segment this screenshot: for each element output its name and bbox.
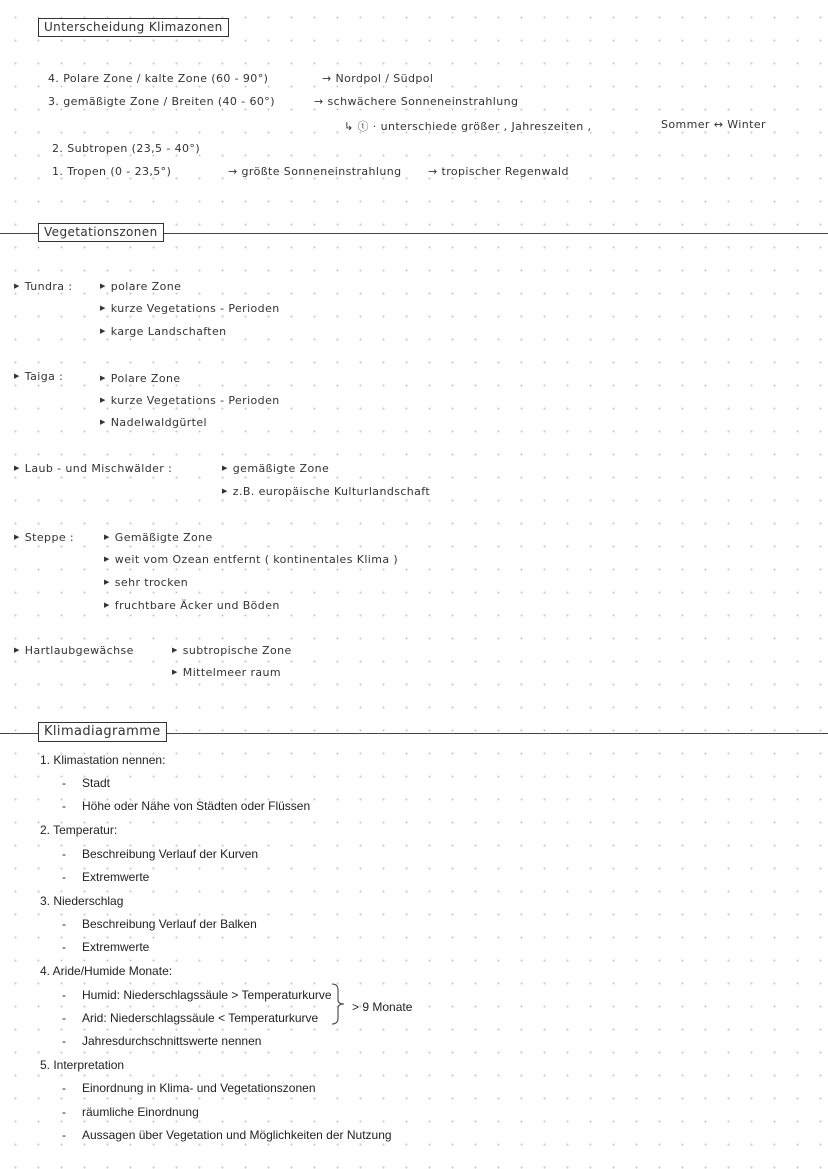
tundra-item: ▶ kurze Vegetations - Perioden bbox=[100, 302, 280, 315]
zone-3-sub: ↳ ⓣ · unterschiede größer , Jahreszeiten , bbox=[344, 120, 592, 133]
steppe-label: ▶ Steppe : bbox=[14, 531, 74, 544]
steppe-item: ▶ Gemäßigte Zone bbox=[104, 531, 213, 544]
zone-3-sub-seasons: Sommer ↔ Winter bbox=[661, 118, 766, 131]
triangle-icon: ▶ bbox=[104, 578, 110, 586]
triangle-icon: ▶ bbox=[222, 487, 228, 495]
list-item: Arid: Niederschlagssäule < Temperaturkurve bbox=[82, 1011, 319, 1025]
zone-3-line: 3. gemäßigte Zone / Breiten (40 - 60°) bbox=[48, 95, 275, 108]
vegetation-title: Vegetationszonen bbox=[44, 225, 158, 239]
triangle-icon: ▶ bbox=[100, 304, 106, 312]
list-item: Beschreibung Verlauf der Kurven bbox=[82, 847, 259, 861]
heading-niederschlag: 3. Niederschlag bbox=[40, 894, 124, 908]
dash: - bbox=[62, 1128, 66, 1142]
dash: - bbox=[62, 1034, 66, 1048]
taiga-item: ▶ Nadelwaldgürtel bbox=[100, 416, 207, 429]
dash: - bbox=[62, 988, 66, 1002]
triangle-icon: ▶ bbox=[14, 646, 20, 654]
taiga-label: ▶ Taiga : bbox=[14, 370, 64, 383]
triangle-icon: ▶ bbox=[100, 374, 106, 382]
zone-1-arrow: → größte Sonneneinstrahlung bbox=[228, 165, 402, 178]
list-item: Höhe oder Nähe von Städten oder Flüssen bbox=[82, 799, 311, 813]
list-item: Extremwerte bbox=[82, 870, 150, 884]
tundra-item: ▶ polare Zone bbox=[100, 280, 182, 293]
heading-klimastation: 1. Klimastation nennen: bbox=[40, 753, 166, 767]
taiga-item: ▶ Polare Zone bbox=[100, 372, 181, 385]
triangle-icon: ▶ bbox=[14, 464, 20, 472]
laub-item: ▶ gemäßigte Zone bbox=[222, 462, 330, 475]
tundra-item: ▶ karge Landschaften bbox=[100, 325, 227, 338]
triangle-icon: ▶ bbox=[100, 282, 106, 290]
dash: - bbox=[62, 940, 66, 954]
list-item: Aussagen über Vegetation und Möglichkeiten der Nutzung bbox=[82, 1128, 392, 1142]
list-item: Jahresdurchschnittswerte nennen bbox=[82, 1034, 262, 1048]
curly-brace-icon bbox=[330, 982, 346, 1026]
heading-temperatur: 2. Temperatur: bbox=[40, 823, 118, 837]
hartlaub-label: ▶ Hartlaubgewächse bbox=[14, 644, 134, 657]
triangle-icon: ▶ bbox=[100, 396, 106, 404]
hartlaub-item: ▶ subtropische Zone bbox=[172, 644, 292, 657]
triangle-icon: ▶ bbox=[14, 533, 20, 541]
triangle-icon: ▶ bbox=[100, 327, 106, 335]
triangle-icon: ▶ bbox=[14, 282, 20, 290]
dash: - bbox=[62, 799, 66, 813]
dash: - bbox=[62, 1011, 66, 1025]
steppe-item: ▶ weit vom Ozean entfernt ( kontinentales Klima ) bbox=[104, 553, 399, 566]
triangle-icon: ▶ bbox=[104, 601, 110, 609]
dash: - bbox=[62, 847, 66, 861]
triangle-icon: ▶ bbox=[222, 464, 228, 472]
dash: - bbox=[62, 776, 66, 790]
triangle-icon: ▶ bbox=[100, 418, 106, 426]
triangle-icon: ▶ bbox=[104, 533, 110, 541]
list-item: Extremwerte bbox=[82, 940, 150, 954]
klimadiagramme-title-box bbox=[38, 722, 167, 742]
klimadiagramme-title: Klimadiagramme bbox=[44, 724, 161, 739]
zone-4-line: 4. Polare Zone / kalte Zone (60 - 90°) bbox=[48, 72, 269, 85]
zone-1-line: 1. Tropen (0 - 23,5°) bbox=[52, 165, 172, 178]
zone-2-line: 2. Subtropen (23,5 - 40°) bbox=[52, 142, 201, 155]
klimazonen-title: Unterscheidung Klimazonen bbox=[44, 20, 223, 34]
laub-item: ▶ z.B. europäische Kulturlandschaft bbox=[222, 485, 431, 498]
triangle-icon: ▶ bbox=[14, 372, 20, 380]
list-item: Einordnung in Klima- und Vegetationszonen bbox=[82, 1081, 316, 1095]
steppe-item: ▶ fruchtbare Äcker und Böden bbox=[104, 599, 280, 612]
steppe-item: ▶ sehr trocken bbox=[104, 576, 189, 589]
dash: - bbox=[62, 1105, 66, 1119]
list-item: räumliche Einordnung bbox=[82, 1105, 199, 1119]
zone-3-arrow: → schwächere Sonneneinstrahlung bbox=[314, 95, 519, 108]
triangle-icon: ▶ bbox=[104, 555, 110, 563]
brace-note: > 9 Monate bbox=[352, 1000, 413, 1014]
dash: - bbox=[62, 1081, 66, 1095]
heading-aride-humide: 4. Aride/Humide Monate: bbox=[40, 964, 173, 978]
triangle-icon: ▶ bbox=[172, 668, 178, 676]
tundra-label: ▶ Tundra : bbox=[14, 280, 73, 293]
triangle-icon: ▶ bbox=[172, 646, 178, 654]
klimazonen-title-box bbox=[38, 18, 229, 37]
hartlaub-item: ▶ Mittelmeer raum bbox=[172, 666, 282, 679]
list-item: Humid: Niederschlagssäule > Temperaturkurve bbox=[82, 988, 332, 1002]
heading-interpretation: 5. Interpretation bbox=[40, 1058, 125, 1072]
zone-1-arrow-2: → tropischer Regenwald bbox=[428, 165, 569, 178]
dash: - bbox=[62, 870, 66, 884]
list-item: Stadt bbox=[82, 776, 111, 790]
vegetation-title-box bbox=[38, 223, 164, 242]
taiga-item: ▶ kurze Vegetations - Perioden bbox=[100, 394, 280, 407]
zone-4-arrow: → Nordpol / Südpol bbox=[322, 72, 434, 85]
list-item: Beschreibung Verlauf der Balken bbox=[82, 917, 257, 931]
laub-label: ▶ Laub - und Mischwälder : bbox=[14, 462, 173, 475]
dash: - bbox=[62, 917, 66, 931]
